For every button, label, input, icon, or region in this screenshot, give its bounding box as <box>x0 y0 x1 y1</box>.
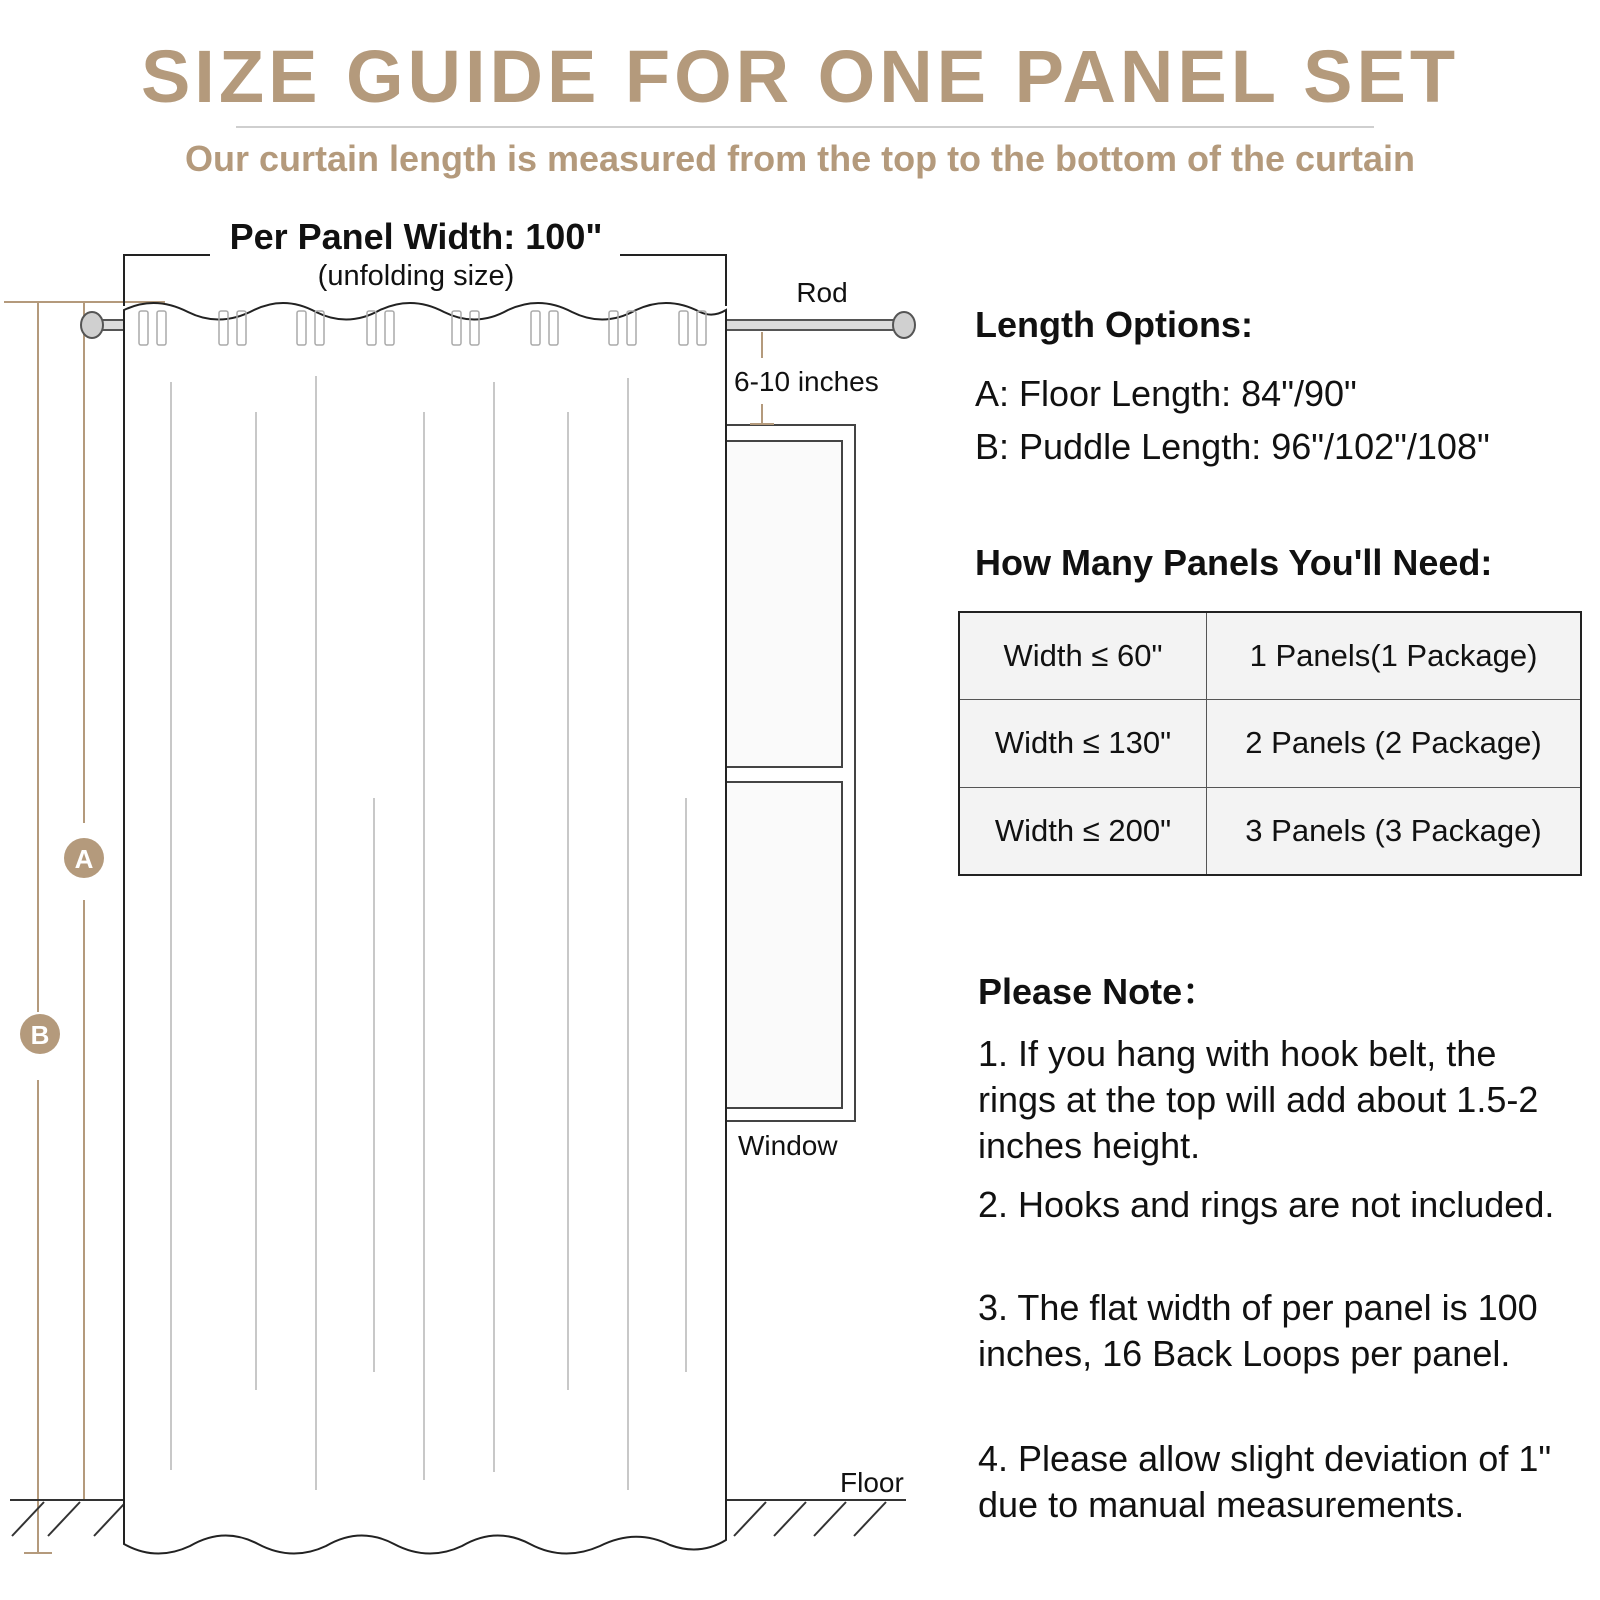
width-note: (unfolding size) <box>317 260 515 292</box>
marker-a-label: A <box>74 844 94 874</box>
width-cell: Width ≤ 60" <box>959 612 1207 700</box>
width-label: Per Panel Width: 100" <box>229 216 603 257</box>
marker-a <box>64 838 104 878</box>
width-cell: Width ≤ 130" <box>959 700 1207 787</box>
table-row <box>959 787 1581 875</box>
panels-cell: 1 Panels(1 Package) <box>1207 612 1582 700</box>
note-item: 2. Hooks and rings are not included. <box>978 1184 1555 1225</box>
notes-heading: Please Note： <box>978 971 1219 1012</box>
length-option-b: B: Puddle Length: 96"/102"/108" <box>975 426 1490 467</box>
note-item: 1. If you hang with hook belt, the rings at the top will add about 1.5-2 inches height. <box>978 1033 1539 1166</box>
panels-heading: How Many Panels You'll Need: <box>975 542 1493 583</box>
rod-label: Rod <box>796 277 848 308</box>
note-item: 3. The flat width of per panel is 100 inches, 16 Back Loops per panel. <box>978 1287 1538 1374</box>
marker-b <box>20 1014 60 1054</box>
length-options-heading: Length Options: <box>975 304 1253 345</box>
table-row <box>959 700 1581 787</box>
width-cell: Width ≤ 200" <box>959 787 1207 875</box>
length-option-a: A: Floor Length: 84"/90" <box>975 373 1357 414</box>
page-subtitle: Our curtain length is measured from the top to the bottom of the curtain <box>184 138 1416 179</box>
window-label: Window <box>738 1130 838 1161</box>
page-title: SIZE GUIDE FOR ONE PANEL SET <box>140 35 1460 118</box>
floor-label: Floor <box>840 1467 904 1498</box>
table-row <box>959 612 1581 700</box>
note-item: 4. Please allow slight deviation of 1" due to manual measurements. <box>978 1438 1552 1525</box>
gap-label: 6-10 inches <box>734 366 879 397</box>
panels-cell: 3 Panels (3 Package) <box>1207 787 1582 875</box>
marker-b-label: B <box>30 1020 50 1050</box>
panels-table <box>958 611 1582 876</box>
panels-cell: 2 Panels (2 Package) <box>1207 700 1582 787</box>
